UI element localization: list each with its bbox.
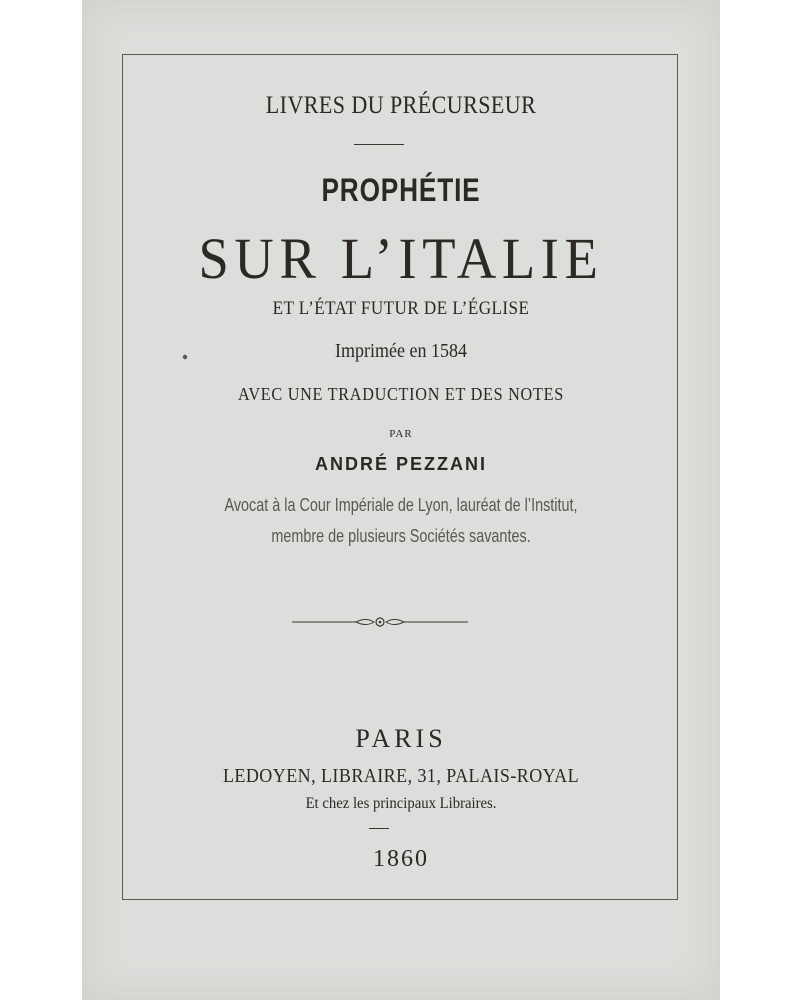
ornament-divider-icon [292, 612, 468, 632]
sellers-line: Et chez les principaux Libraires. [305, 795, 497, 812]
author-credit-line-2: membre de plusieurs Sociétés savantes. [271, 526, 531, 546]
author-credit-line-1: Avocat à la Cour Impériale de Lyon, lauréat de l’Institut, [224, 495, 578, 515]
printed-date-line: Imprimée en 1584 [335, 340, 467, 362]
main-title-line-1: PROPHÉTIE [321, 172, 481, 208]
book-page [82, 0, 720, 1000]
author-name: ANDRÉ PEZZANI [314, 454, 487, 474]
dash-rule-divider [369, 828, 389, 829]
series-title: LIVRES DU PRÉCURSEUR [265, 92, 537, 119]
publication-city: PARIS [355, 724, 447, 753]
short-rule-divider [354, 144, 404, 145]
by-label: PAR [389, 428, 413, 440]
translation-line: AVEC UNE TRADUCTION ET DES NOTES [238, 384, 564, 404]
main-title-line-2: SUR L’ITALIE [198, 226, 604, 291]
publisher-line: LEDOYEN, LIBRAIRE, 31, PALAIS-ROYAL [222, 765, 580, 787]
subtitle: ET L’ÉTAT FUTUR DE L’ÉGLISE [272, 298, 530, 319]
publication-year: 1860 [373, 846, 429, 872]
